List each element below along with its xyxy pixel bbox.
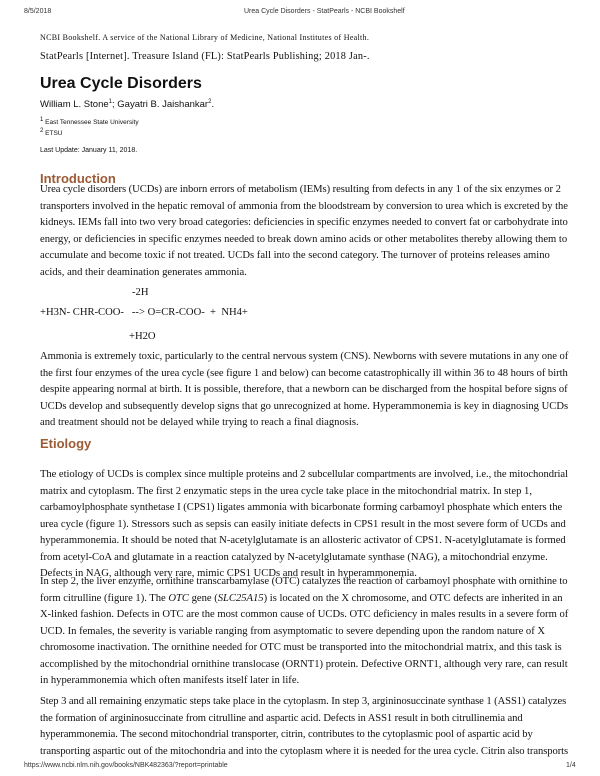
text-line: accumulate and become toxic if not treated. UCDs fall into the second category. The turnover of proteins releases amino [40, 250, 550, 261]
author[interactable]: Gayatri B. Jaishankar [117, 99, 209, 111]
text-line: UCD. In females, the severity is variable ranging from asymptomatic to severe depending upon the random nature of X [40, 625, 545, 637]
text-line: accomplished by the mitochondrial ornithine translocase (ORNT1) protein. Defective ORNT1, although very rare, can result [40, 658, 568, 670]
text-line: urea cycle (figure 1). Stressors such as sepsis can easily initiate defects in CPS1 result in the most severe form of UCDs and [40, 518, 566, 530]
article-title: Urea Cycle Disorders [40, 75, 202, 92]
gene-link[interactable]: SLC25A15 [217, 592, 264, 604]
text-line: carbamoylphosphate synthetase I (CPS1) ligates ammonia with bicarbonate forming carbamoyl phosphate which enters the [40, 502, 563, 513]
print-date: 8/5/2018 [24, 8, 52, 15]
author-sup: 2 [208, 99, 212, 105]
text-line: Ammonia is extremely toxic, particularly to the central nervous system (CNS). Newborns with severe mutations in any one of [40, 351, 569, 362]
text-line: energy, or deficiencies in specific enzymes needed to break down amino acids or other metabolites thereby allowing them to [40, 233, 568, 245]
affiliation: $^2$ ETSU [40, 128, 63, 138]
text-line: The etiology of UCDs is complex since multiple proteins and 2 subcellular compartments are involved, i.e., the mitochondrial [40, 469, 568, 480]
authors [40, 99, 214, 110]
text-line: hyperammonemia. The second mitochondrial transporter, citrin, contributes to the cytoplasmic pool of aspartic acid by [40, 729, 533, 740]
text-line: hyperammonemia. It should be noted that N-acetylglutamate is an allosteric activator of CPS1. N-acetylglutamate is formed [40, 535, 566, 546]
etiology-paragraph-3 [40, 694, 568, 760]
last-update: Last Update: January 11, 2018. [40, 147, 138, 154]
text-line: despite appearing normal at birth. It is possible, therefore, that a newborn can be discharged from the hospital before signs of [40, 384, 568, 395]
text-line: chromosome inactivation. The ornithine needed for OTC must be transported into the mitochondrial matrix, and this task is [40, 642, 562, 653]
section-heading-introduction: Introduction [40, 171, 116, 186]
text-line: in hyperammonemia which often manifests itself later in life. [40, 675, 300, 686]
separator: . [211, 99, 215, 111]
text-line: and treatment should not be delayed while trying to reach a final diagnosis. [40, 417, 359, 428]
etiology-paragraph-2: In step 2, the liver enzyme, ornithine transcarbamylase (OTC) catalyzes the reaction of carbamoyl phosphate with ornithine to form citrulline (figure 1). The OTC gene (SLC25A15) is located on the X chromosome, and OTC defects are inherited in an X-linked fashion. Defects in OTC are the most common cause of UCDs. OTC deficiency in males results in a severe form of UCD. In females, the severity is variable ranging from asymptomatic to severe depending upon the random nature of X chromosome inactivation. The ornithine needed for OTC must be transported into the mitochondrial matrix, and this task is accomplished by the mitochondrial ornithine translocase (ORNT1) protein. Defective ORNT1, although very rare, can result in hyperammonemia which often manifests itself later in life. [40, 574, 568, 690]
text-line: Defects in NAG, although very rare, mimic CPS1 UCDs and result in hyperammonemia. [40, 568, 417, 579]
text-line: the formation of argininosuccinate from citrulline and aspartic acid. Defects in ASS1 result in both citrullinemia and [40, 712, 523, 724]
print-title: Urea Cycle Disorders - StatPearls - NCBI Bookshelf [244, 8, 405, 15]
text-line: acids, and their deamination generates ammonia. [40, 266, 247, 278]
equation-main: +H3N- CHR-COO- --> O=CR-COO- + NH4+ [40, 307, 248, 318]
etiology-paragraph-1 [40, 467, 568, 583]
author[interactable]: William L. Stone [40, 99, 109, 111]
text-line: the first four enzymes of the urea cycle (see figure 1 and below) can become catastrophically ill within 36 to 48 hours of birth [40, 367, 568, 379]
citation: StatPearls [Internet]. Treasure Island (FL): StatPearls Publishing; 2018 Jan-. [40, 51, 370, 62]
text-line: X-linked fashion. Defects in OTC are the most common cause of UCDs. OTC deficiency in males results in a severe form of [40, 609, 569, 620]
print-url: https://www.ncbi.nlm.nih.gov/books/NBK482363/?report=printable [24, 762, 228, 769]
section-heading-etiology: Etiology [40, 436, 92, 451]
text-line: Urea cycle disorders (UCDs) are inborn errors of metabolism (IEMs) resulting from defects in any 1 of the six enzymes or 2 [40, 184, 561, 195]
text-line: kidneys. IEMs fall into two very broad categories: deficiencies in specific enzymes needed to convert fat or carbohydrate into [40, 217, 568, 228]
intro-paragraph-1 [40, 182, 568, 281]
author-sup: 1 [108, 99, 112, 105]
separator: ; [111, 99, 118, 111]
bookshelf-notice: NCBI Bookshelf. A service of the National Library of Medicine, National Institutes of Health. [40, 33, 370, 42]
gene-name: OTC [168, 592, 189, 604]
text-line: matrix and cytoplasm. The first 2 enzymatic steps in the urea cycle take place in the mitochondrial matrix. In step 1, [40, 485, 532, 497]
page-number: 1/4 [566, 762, 576, 769]
intro-paragraph-2 [40, 349, 568, 432]
text-line: transporters involved in the hepatic removal of ammonia from the bloodstream by conversion to urea which is excreted by the [40, 200, 568, 212]
text-line: from acetyl-CoA and glutamate in a reaction catalyzed by N-acetylglutamate synthase (NAG), a mitochondrial enzyme. [40, 551, 548, 563]
affiliation: $^1$ East Tennessee State University [40, 117, 139, 127]
equation-above: -2H [132, 287, 149, 298]
text-line: Step 3 and all remaining enzymatic steps take place in the cytoplasm. In step 3, argininosuccinate synthase 1 (ASS1) catalyzes [40, 696, 567, 707]
equation-below: +H2O [129, 331, 156, 342]
text-line: transporting aspartic out of the mitochondria and into the cytoplasm where it is needed for the urea cycle. Citrin also transports [40, 745, 569, 757]
text-line: UCDs develop and subsequently develop signs that go unrecognized at home. Hyperammonemia is key in diagnosing UCDs [40, 400, 569, 412]
